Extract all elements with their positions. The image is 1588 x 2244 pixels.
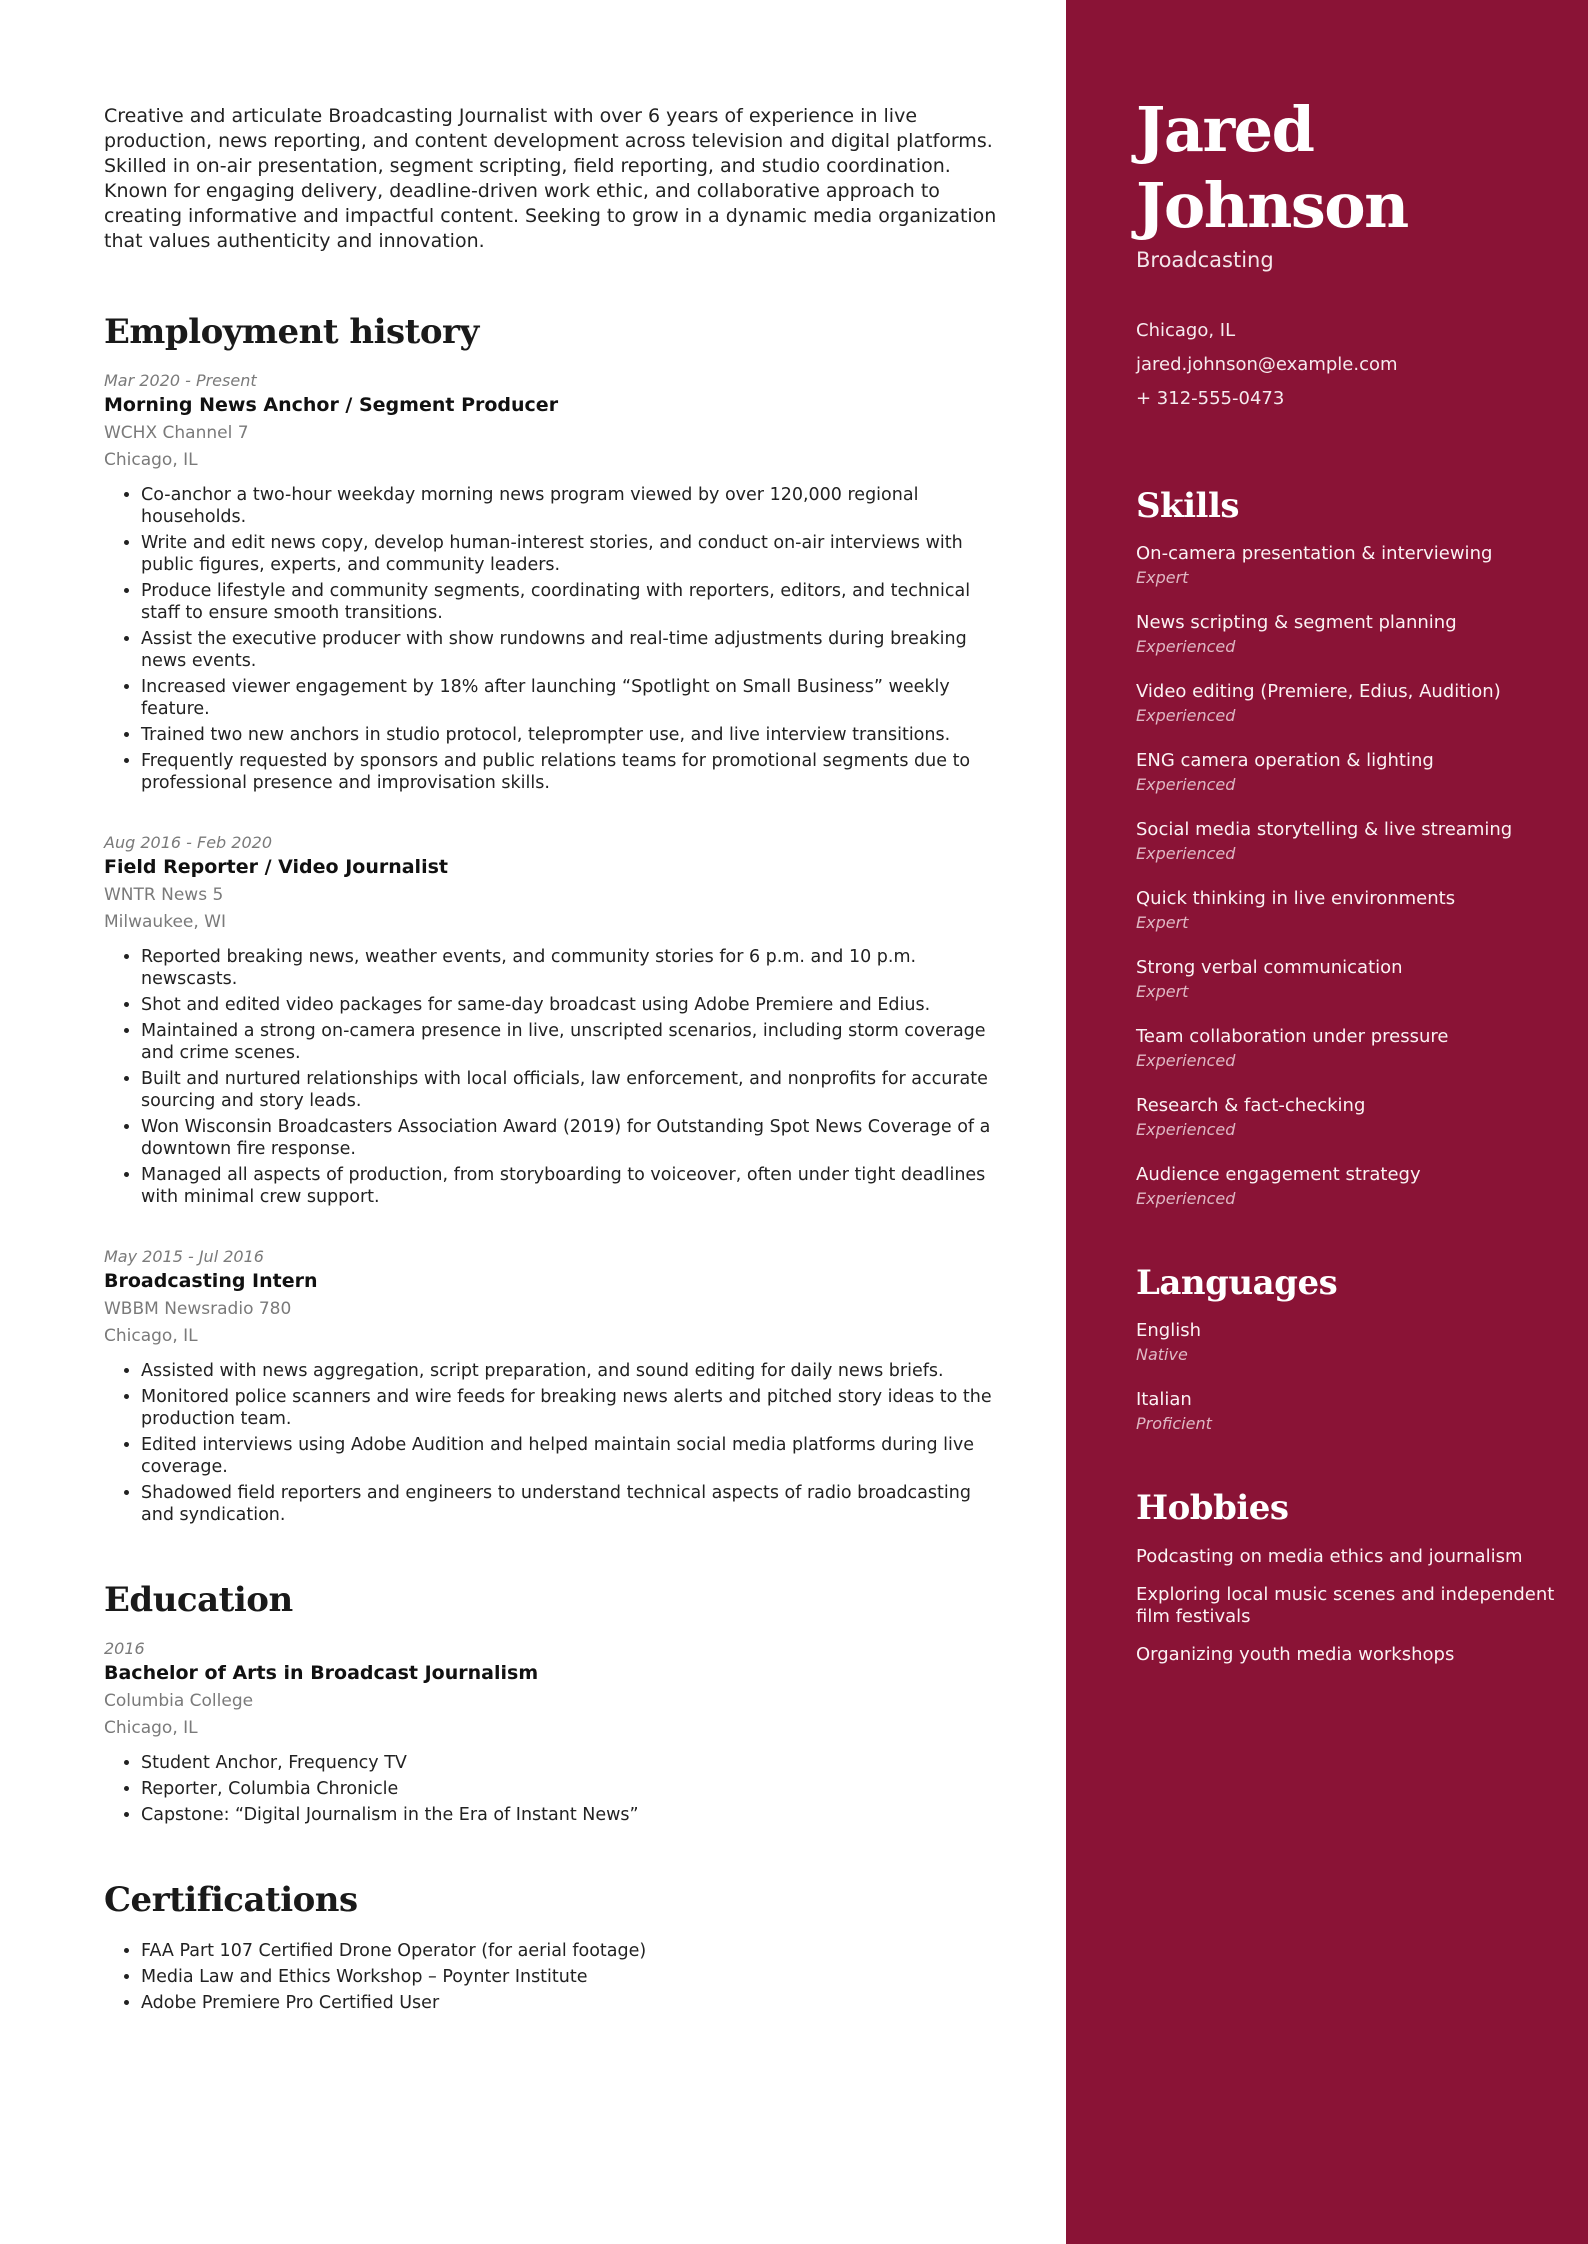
list-item: • Shadowed field reporters and engineers to understand technical aspects of radio broadcasting and syndication.: [141, 1482, 1004, 1526]
job-entry: [104, 370, 1004, 794]
list-item: • Media Law and Ethics Workshop – Poynter Institute: [141, 1966, 1004, 1988]
skill-level: Experienced: [1136, 1051, 1236, 1070]
list-item: • Monitored police scanners and wire feeds for breaking news alerts and pitched story ideas to the production team.: [141, 1386, 1004, 1430]
list-item: • Capstone: “Digital Journalism in the Era of Instant News”: [141, 1804, 1004, 1826]
job-bullets: [104, 484, 1004, 794]
skill-level: Expert: [1136, 568, 1189, 587]
skill-name: ENG camera operation & lighting: [1136, 750, 1434, 771]
skill-level: Experienced: [1136, 1120, 1236, 1139]
candidate-name: Jared Johnson: [1136, 93, 1408, 242]
hobbies-list: [1136, 1546, 1556, 1666]
certifications-heading: Certifications: [104, 1880, 358, 1920]
job-company: WNTR News 5: [104, 885, 224, 905]
skill-name: News scripting & segment planning: [1136, 612, 1457, 633]
certifications-list: [104, 1940, 1004, 2014]
skill-name: On-camera presentation & interviewing: [1136, 543, 1493, 564]
language-item: [1136, 1319, 1556, 1367]
skills-heading: Skills: [1136, 486, 1240, 526]
list-item: • Assist the executive producer with show rundowns and real-time adjustments during breaking news events.: [141, 628, 1004, 672]
skill-item: [1136, 956, 1556, 1004]
job-location: Chicago, IL: [104, 1326, 198, 1346]
skill-name: Video editing (Premiere, Edius, Audition): [1136, 681, 1501, 702]
skill-item: [1136, 1163, 1556, 1211]
job-entry: [104, 1246, 1004, 1526]
education-heading: Education: [104, 1580, 293, 1620]
skill-item: [1136, 680, 1556, 728]
list-item: • Edited interviews using Adobe Audition and helped maintain social media platforms during live coverage.: [141, 1434, 1004, 1478]
skill-item: [1136, 611, 1556, 659]
hobby-item: Organizing youth media workshops: [1136, 1644, 1455, 1665]
skill-name: Audience engagement strategy: [1136, 1164, 1421, 1185]
list-item: • Won Wisconsin Broadcasters Association Award (2019) for Outstanding Spot News Coverage of a downtown fire response.: [141, 1116, 1004, 1160]
list-item: • Write and edit news copy, develop human-interest stories, and conduct on-air interviews with public figures, experts, and community leaders.: [141, 532, 1004, 576]
language-name: Italian: [1136, 1389, 1192, 1410]
skill-item: [1136, 749, 1556, 797]
contact-phone[interactable]: + 312-555-0473: [1136, 388, 1285, 409]
contact-location: Chicago, IL: [1136, 320, 1236, 341]
job-date: May 2015 - Jul 2016: [104, 1247, 264, 1266]
skill-item: [1136, 1025, 1556, 1073]
candidate-role: Broadcasting: [1136, 248, 1274, 272]
job-date: Aug 2016 - Feb 2020: [104, 833, 272, 852]
list-item: • FAA Part 107 Certified Drone Operator (for aerial footage): [141, 1940, 1004, 1962]
list-item: • Maintained a strong on-camera presence in live, unscripted scenarios, including storm coverage and crime scenes.: [141, 1020, 1004, 1064]
education-entry: [104, 1638, 1004, 1826]
list-item: • Shot and edited video packages for same-day broadcast using Adobe Premiere and Edius.: [141, 994, 1004, 1016]
list-item: • Assisted with news aggregation, script preparation, and sound editing for daily news briefs.: [141, 1360, 1004, 1382]
education-degree: Bachelor of Arts in Broadcast Journalism: [104, 1662, 539, 1684]
main-column: [104, 104, 1004, 2018]
skill-level: Expert: [1136, 982, 1189, 1001]
sidebar-content: [1136, 92, 1556, 1682]
language-level: Proficient: [1136, 1414, 1212, 1433]
list-item: • Frequently requested by sponsors and public relations teams for promotional segments due to professional presence and improvisation skills.: [141, 750, 1004, 794]
list-item: • Student Anchor, Frequency TV: [141, 1752, 1004, 1774]
skill-name: Research & fact-checking: [1136, 1095, 1366, 1116]
list-item: • Managed all aspects of production, from storyboarding to voiceover, often under tight deadlines with minimal crew support.: [141, 1164, 1004, 1208]
skill-level: Experienced: [1136, 775, 1236, 794]
job-title: Field Reporter / Video Journalist: [104, 856, 448, 878]
language-level: Native: [1136, 1345, 1188, 1364]
language-item: [1136, 1388, 1556, 1436]
job-location: Chicago, IL: [104, 450, 198, 470]
language-name: English: [1136, 1320, 1201, 1341]
skill-level: Experienced: [1136, 1189, 1236, 1208]
hobbies-heading: Hobbies: [1136, 1488, 1289, 1528]
job-company: WBBM Newsradio 780: [104, 1299, 292, 1319]
skill-name: Team collaboration under pressure: [1136, 1026, 1449, 1047]
skill-level: Experienced: [1136, 844, 1236, 863]
job-date: Mar 2020 - Present: [104, 371, 257, 390]
skill-name: Quick thinking in live environments: [1136, 888, 1456, 909]
skill-item: [1136, 887, 1556, 935]
hobby-item: Exploring local music scenes and independent film festivals: [1136, 1584, 1555, 1627]
hobby-item: Podcasting on media ethics and journalism: [1136, 1546, 1523, 1567]
job-bullets: [104, 1360, 1004, 1526]
job-entry: [104, 832, 1004, 1208]
employment-heading: Employment history: [104, 312, 479, 352]
list-item: • Produce lifestyle and community segments, coordinating with reporters, editors, and technical staff to ensure smooth transitions.: [141, 580, 1004, 624]
skill-name: Strong verbal communication: [1136, 957, 1403, 978]
education-location: Chicago, IL: [104, 1718, 198, 1738]
list-item: • Increased viewer engagement by 18% after launching “Spotlight on Small Business” weekly feature.: [141, 676, 1004, 720]
education-date: 2016: [104, 1639, 145, 1658]
languages-heading: Languages: [1136, 1263, 1338, 1303]
skill-item: [1136, 542, 1556, 590]
job-company: WCHX Channel 7: [104, 423, 249, 443]
contact-block: [1136, 314, 1556, 416]
sidebar: [1066, 0, 1588, 2244]
education-school: Columbia College: [104, 1691, 254, 1711]
list-item: • Co-anchor a two-hour weekday morning news program viewed by over 120,000 regional households.: [141, 484, 1004, 528]
list-item: • Reported breaking news, weather events, and community stories for 6 p.m. and 10 p.m. newscasts.: [141, 946, 1004, 990]
list-item: • Trained two new anchors in studio protocol, teleprompter use, and live interview transitions.: [141, 724, 1004, 746]
list-item: • Adobe Premiere Pro Certified User: [141, 1992, 1004, 2014]
list-item: • Built and nurtured relationships with local officials, law enforcement, and nonprofits for accurate sourcing and story leads.: [141, 1068, 1004, 1112]
skills-list: [1136, 542, 1556, 1211]
languages-list: [1136, 1319, 1556, 1436]
skill-item: [1136, 818, 1556, 866]
profile-summary: Creative and articulate Broadcasting Journalist with over 6 years of experience in live production, news reporting, and content development across television and digital platforms. Skilled in on-air presentation, segment scripting, field reporting, and studio coordination. Known for engaging delivery, deadline-driven work ethic, and collaborative approach to creating informative and impactful content. Seeking to grow in a dynamic media organization that values authenticity and innovation.: [104, 105, 997, 252]
job-bullets: [104, 946, 1004, 1208]
skill-level: Expert: [1136, 913, 1189, 932]
contact-email[interactable]: jared.johnson@example.com: [1136, 354, 1398, 375]
education-bullets: [104, 1752, 1004, 1826]
list-item: • Reporter, Columbia Chronicle: [141, 1778, 1004, 1800]
job-title: Broadcasting Intern: [104, 1270, 318, 1292]
skill-level: Experienced: [1136, 706, 1236, 725]
skill-item: [1136, 1094, 1556, 1142]
skill-level: Experienced: [1136, 637, 1236, 656]
skill-name: Social media storytelling & live streaming: [1136, 819, 1513, 840]
job-location: Milwaukee, WI: [104, 912, 226, 932]
job-title: Morning News Anchor / Segment Producer: [104, 394, 559, 416]
